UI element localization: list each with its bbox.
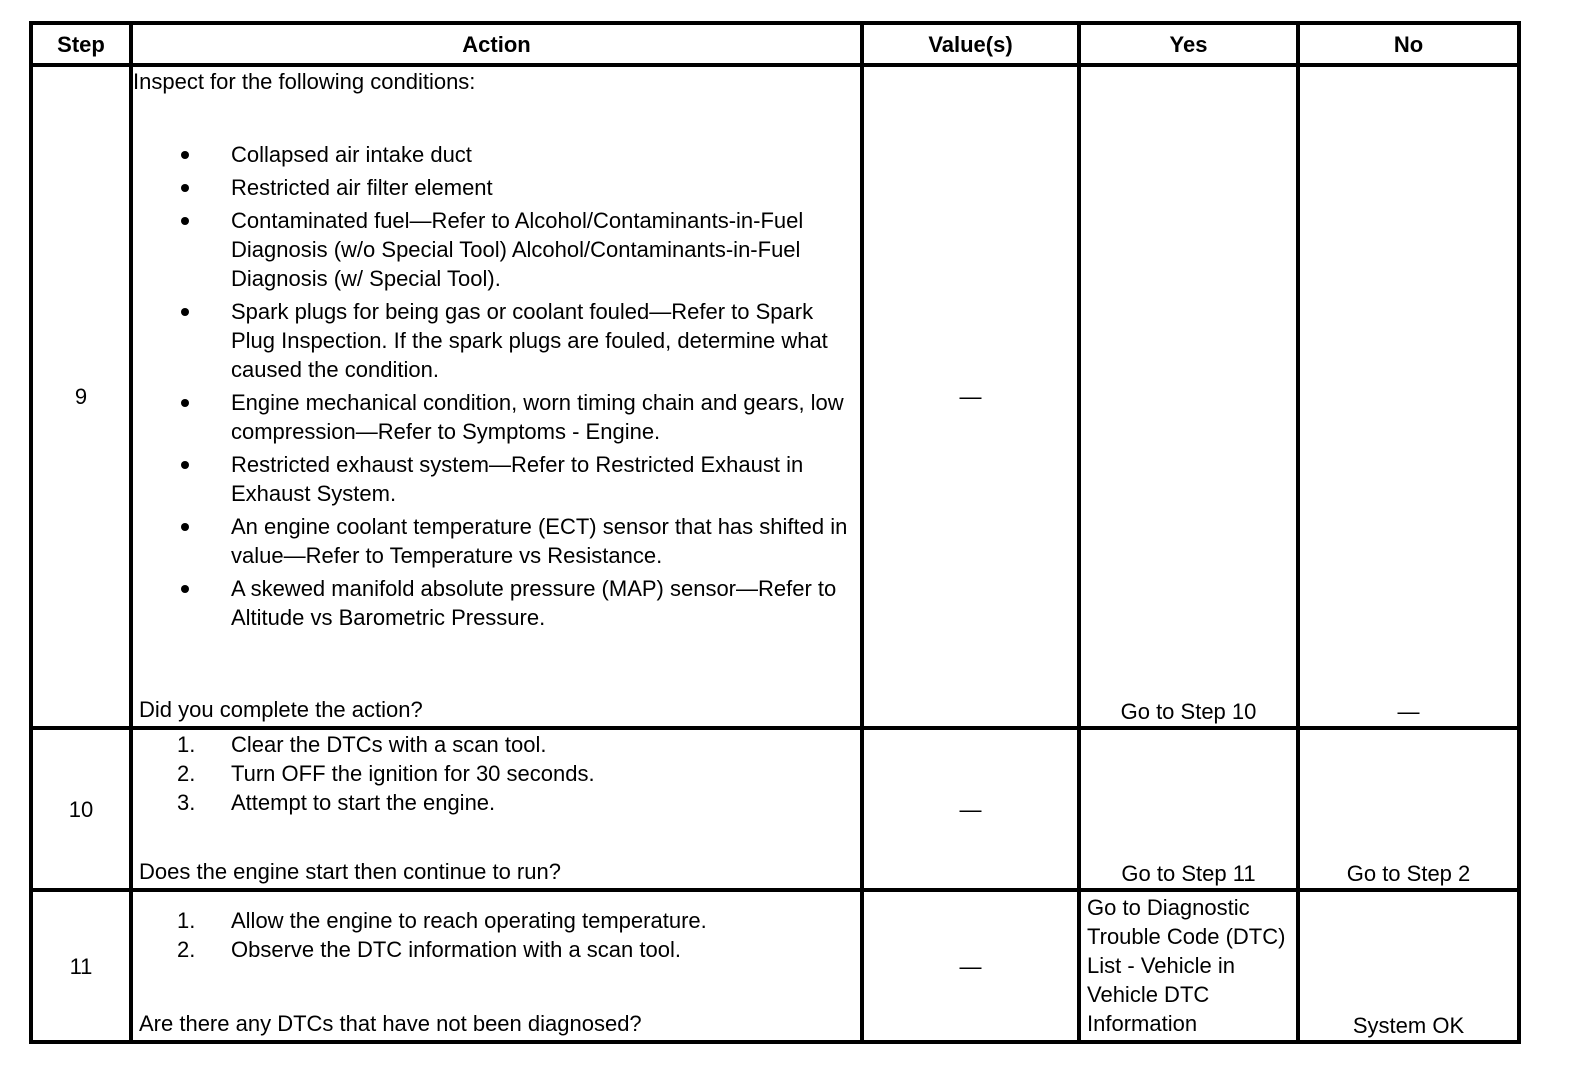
list-item-text: Contaminated fuel—Refer to Alcohol/Contaminants-in-Fuel Diagnosis (w/o Special Tool) Alcohol/Contaminants-in-Fuel Diagnosis (w/ Special Tool). [231, 208, 804, 291]
list-item-text: Spark plugs for being gas or coolant fouled—Refer to Spark Plug Inspection. If the spark plugs are fouled, determine what caused the condition. [231, 299, 828, 382]
bullet-icon [181, 523, 189, 531]
yes-cell: Go to Step 10 [1079, 65, 1298, 728]
header-no: No [1298, 23, 1519, 65]
list-item [133, 574, 860, 632]
action-cell [131, 65, 862, 728]
list-item-text: Turn OFF the ignition for 30 seconds. [231, 761, 595, 786]
bullet-icon [181, 184, 189, 192]
step-number: 10 [31, 728, 131, 890]
header-values: Value(s) [862, 23, 1079, 65]
bullet-icon [181, 151, 189, 159]
list-item-text: A skewed manifold absolute pressure (MAP) sensor—Refer to Altitude vs Barometric Pressure. [231, 576, 837, 630]
list-item-text: Collapsed air intake duct [231, 142, 472, 167]
action-intro: Inspect for the following conditions: [133, 69, 476, 94]
action-question: Are there any DTCs that have not been diagnosed? [139, 1011, 642, 1036]
list-item [133, 173, 860, 202]
list-item-text: Engine mechanical condition, worn timing chain and gears, low compression—Refer to Symptoms - Engine. [231, 390, 844, 444]
table-row [31, 65, 1519, 728]
values-cell: — [862, 890, 1079, 1042]
header-yes: Yes [1079, 23, 1298, 65]
list-item [133, 759, 860, 788]
procedure-list [133, 730, 860, 817]
table-row [31, 728, 1519, 890]
header-row [31, 23, 1519, 65]
bullet-icon [181, 308, 189, 316]
bullet-icon [181, 585, 189, 593]
list-number: 1. [177, 908, 196, 933]
action-cell [131, 890, 862, 1042]
list-item-text: Allow the engine to reach operating temperature. [231, 908, 707, 933]
values-cell: — [862, 728, 1079, 890]
diagnostic-table [29, 21, 1521, 1044]
yes-cell: Go to Step 11 [1079, 728, 1298, 890]
list-item-text: Observe the DTC information with a scan tool. [231, 937, 681, 962]
list-item-text: Clear the DTCs with a scan tool. [231, 732, 547, 757]
list-item [133, 730, 860, 759]
list-item [133, 206, 860, 293]
yes-cell: Go to Diagnostic Trouble Code (DTC) List - Vehicle in Vehicle DTC Information [1079, 890, 1298, 1042]
no-cell: — [1298, 65, 1519, 728]
list-item-text: An engine coolant temperature (ECT) sensor that has shifted in value—Refer to Temperature vs Resistance. [231, 514, 848, 568]
bullet-icon [181, 461, 189, 469]
condition-list [133, 140, 860, 632]
action-question: Does the engine start then continue to run? [139, 859, 561, 884]
list-item-text: Restricted air filter element [231, 175, 493, 200]
action-cell [131, 728, 862, 890]
list-item-text: Restricted exhaust system—Refer to Restricted Exhaust in Exhaust System. [231, 452, 804, 506]
bullet-icon [181, 217, 189, 225]
list-item [133, 906, 860, 935]
no-cell: Go to Step 2 [1298, 728, 1519, 890]
list-number: 1. [177, 732, 196, 757]
values-cell: — [862, 65, 1079, 728]
list-number: 2. [177, 937, 196, 962]
list-item [133, 140, 860, 169]
list-item [133, 512, 860, 570]
list-number: 2. [177, 761, 196, 786]
list-item [133, 388, 860, 446]
list-item [133, 450, 860, 508]
list-item-text: Attempt to start the engine. [231, 790, 496, 815]
step-number: 9 [31, 65, 131, 728]
procedure-list [133, 906, 860, 964]
no-cell: System OK [1298, 890, 1519, 1042]
list-item [133, 935, 860, 964]
list-number: 3. [177, 790, 196, 815]
list-item [133, 297, 860, 384]
action-question: Did you complete the action? [139, 697, 423, 722]
bullet-icon [181, 399, 189, 407]
list-item [133, 788, 860, 817]
step-number: 11 [31, 890, 131, 1042]
header-action: Action [131, 23, 862, 65]
header-step: Step [31, 23, 131, 65]
table-row [31, 890, 1519, 1042]
